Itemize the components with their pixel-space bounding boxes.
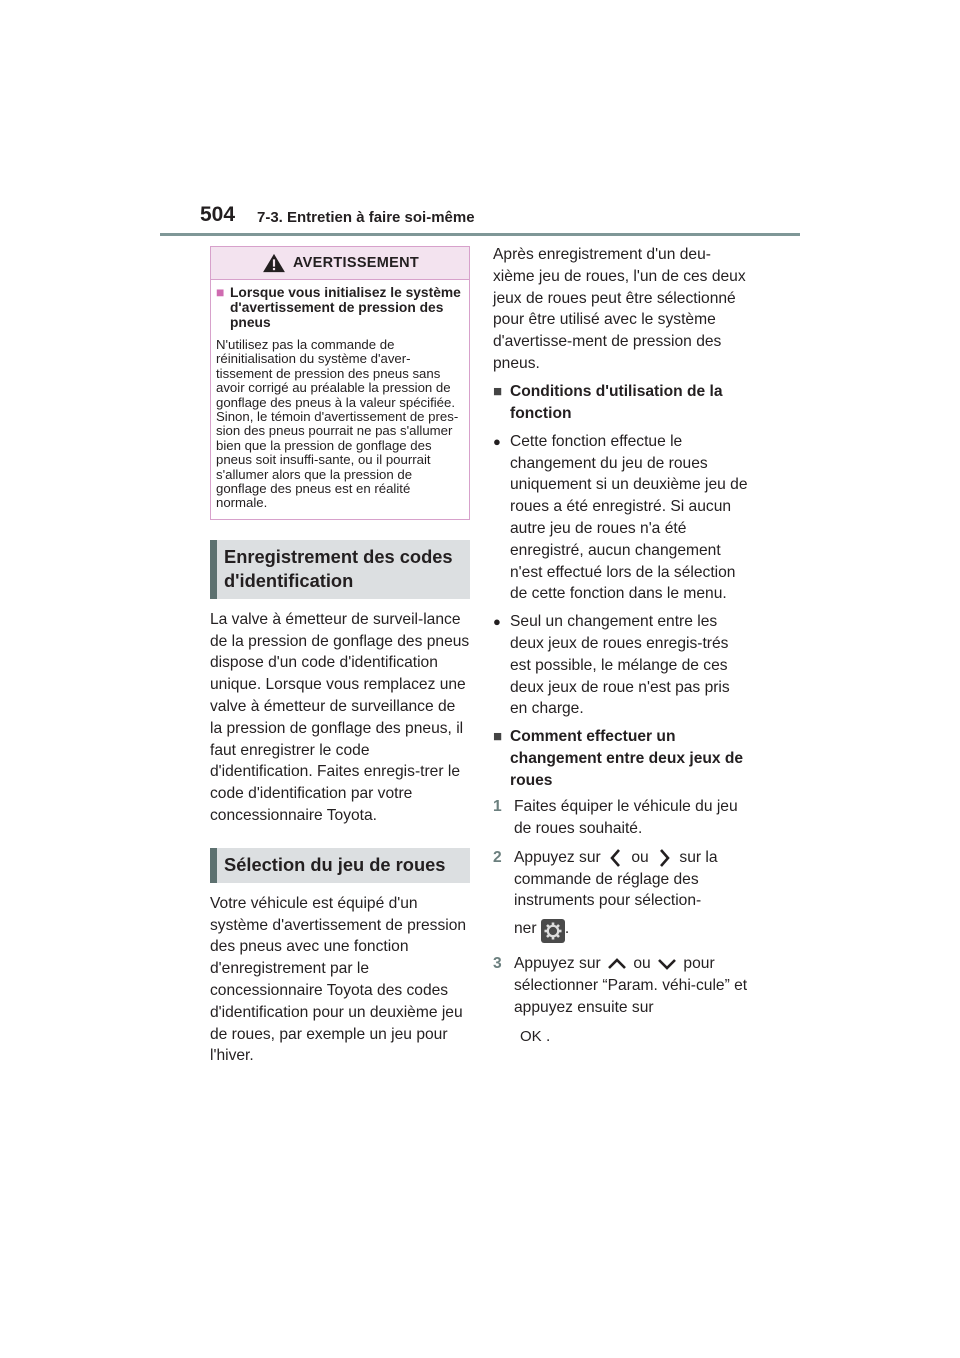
square-bullet-icon: ■ (493, 728, 503, 746)
warning-title: AVERTISSEMENT (292, 255, 420, 271)
list-item (493, 611, 748, 720)
ok-button-icon: OK (520, 1028, 542, 1046)
heading-how-to (493, 726, 748, 792)
right-column (493, 244, 748, 1048)
step-text: Faites équiper le véhicule du jeu de roues souhaité. (514, 798, 738, 837)
step-text: Appuyez sur ou pour sélectionner “Param. véhi-cule” et appuyez ensuite sur OK . (514, 953, 748, 1048)
header-divider (160, 233, 800, 236)
warning-text: N'utilisez pas la commande de réinitialisation du système d'aver-tissement de pression des pneus sans avoir corrigé au préalable la pression de gonflage des pneus à la valeur spécifiée. Sinon, le témoin d'avertissement de pres-sion des pneus pourrait ne pas s'allumer bien que la pression de gonflage des pneus soit insuffi-sante, ou il pourrait s'allumer alors que la pression de gonflage des pneus est en réalité normale. (216, 337, 459, 511)
chevron-up-icon (605, 956, 629, 972)
left-column (210, 246, 470, 1067)
step-1 (493, 796, 748, 840)
section-heading-wheel-set: Sélection du jeu de roues (210, 848, 470, 883)
section-heading-identification: Enregistrement des codes d'identification (210, 540, 470, 599)
square-bullet-icon: ■ (216, 284, 225, 300)
bullet-icon: ● (493, 433, 501, 449)
heading-how-to-text: Comment effectuer un changement entre deux jeux de roues (510, 728, 744, 790)
gear-icon (541, 919, 565, 943)
chevron-down-icon (655, 956, 679, 972)
warning-subheading-text: Lorsque vous initialisez le système d'avertissement de pression des pneus (230, 285, 461, 330)
list-item-text: Cette fonction effectue le changement du jeu de roues uniquement si un deuxième jeu de roues a été enregistré. Si aucun autre jeu de roues n'a été enregistré, aucun changement n'est effectué lors de la sélection de cette fonction dans le menu. (510, 432, 748, 603)
step-number: 3 (493, 955, 502, 972)
step-number: 1 (493, 798, 502, 816)
warning-icon (261, 253, 287, 273)
bullet-icon: ● (493, 614, 501, 630)
paragraph-wheel-set: Votre véhicule est équipé d'un système d'avertissement de pression des pneus avec une fonction d'enregistrement par le concessionnaire Toyota des codes d'identification pour un deuxième jeu de roues, par exemple un jeu pour l'hiver. (210, 894, 467, 1065)
chevron-left-icon (605, 848, 627, 868)
paragraph-identification: La valve à émetteur de surveil-lance de la pression de gonflage des pneus dispose d'un code d'identification unique. Lorsque vous remplacez une valve à émetteur de surveillance de la pression de gonflage des pneus, il faut enregistrer le code d'identification. Faites enregis-trer le code d'identification par votre concessionnaire Toyota. (210, 610, 470, 825)
step-2 (493, 847, 748, 943)
warning-box (210, 246, 470, 520)
section-title: 7-3. Entretien à faire soi-même (257, 209, 475, 226)
step-3 (493, 953, 748, 1048)
heading-conditions (493, 381, 748, 425)
list-item (493, 431, 748, 605)
page-number: 504 (200, 203, 236, 226)
warning-subheading (216, 285, 463, 330)
warning-body (211, 280, 469, 519)
step-number: 2 (493, 848, 502, 866)
warning-header (211, 247, 469, 280)
intro-paragraph: Après enregistrement d'un deu-xième jeu de roues, l'un de ces deux jeux de roues peut être sélectionné pour être utilisé avec le système d'avertisse-ment de pression des pneus. (493, 246, 746, 372)
chevron-right-icon (653, 848, 675, 868)
step-text: Appuyez sur ou sur la commande de réglage des instruments pour sélection- ner . (514, 847, 748, 943)
square-bullet-icon: ■ (493, 382, 503, 400)
heading-conditions-text: Conditions d'utilisation de la fonction (510, 382, 723, 422)
list-item-text: Seul un changement entre les deux jeux de roues enregis-trés est possible, le mélange de ces deux jeux de roue n'est pas pris en charge. (510, 613, 730, 718)
